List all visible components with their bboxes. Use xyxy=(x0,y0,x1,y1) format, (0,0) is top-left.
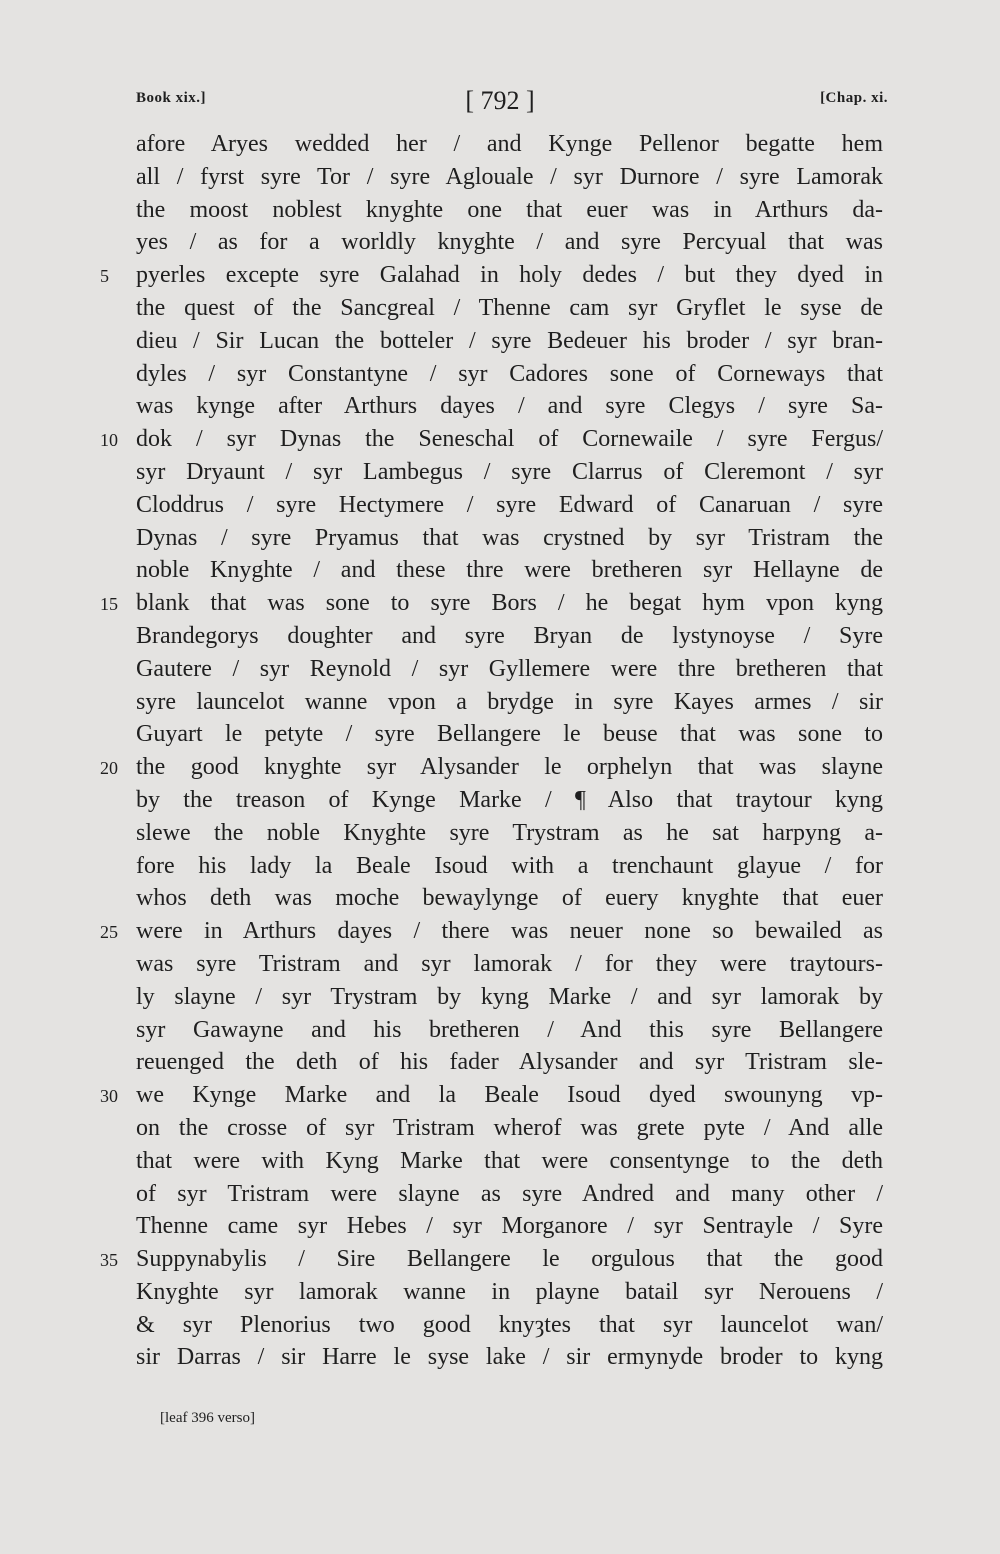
line-text: reuenged the deth of his fader Alysander and syr Tristram sle- xyxy=(136,1049,883,1076)
line-text: by the treason of Kynge Marke / ¶ Also that traytour kyng xyxy=(136,786,883,813)
text-line xyxy=(136,194,883,227)
line-text: Brandegorys doughter and syre Bryan de lystynoyse / Syre xyxy=(136,622,883,649)
text-line xyxy=(136,1046,883,1079)
text-line xyxy=(136,128,883,161)
line-text: ly slayne / syr Trystram by kyng Marke / and syr lamorak by xyxy=(136,983,883,1010)
text-line xyxy=(136,161,883,194)
line-text: sir Darras / sir Harre le syse lake / sir ermynyde broder to kyng xyxy=(136,1344,883,1371)
line-text: Gautere / syr Reynold / syr Gyllemere were thre bretheren that xyxy=(136,655,883,682)
line-text: yes / as for a worldly knyghte / and syre Percyual that was xyxy=(136,229,883,256)
text-line xyxy=(136,325,883,358)
line-text: dok / syr Dynas the Seneschal of Cornewaile / syre Fergus/ xyxy=(136,426,883,453)
text-line xyxy=(136,1210,883,1243)
line-text: were in Arthurs dayes / there was neuer none so bewailed as xyxy=(136,918,883,945)
text-line xyxy=(100,1079,883,1112)
line-text: & syr Plenorius two good knyȝtes that syr launcelot wan/ xyxy=(136,1311,883,1338)
line-text: Suppynabylis / Sire Bellangere le orgulous that the good xyxy=(136,1246,883,1273)
line-text: dieu / Sir Lucan the botteler / syre Bedeuer his broder / syr bran- xyxy=(136,327,883,354)
text-line xyxy=(136,850,883,883)
header-book-number: Book xix.] xyxy=(136,90,207,106)
line-text: slewe the noble Knyghte syre Trystram as he sat harpyng a- xyxy=(136,819,883,846)
text-line xyxy=(136,1341,883,1374)
text-line xyxy=(136,817,883,850)
line-text: Dynas / syre Pryamus that was crystned by syr Tristram the xyxy=(136,524,883,551)
line-text: syr Gawayne and his bretheren / And this syre Bellangere xyxy=(136,1016,883,1043)
text-line xyxy=(136,522,883,555)
line-number: 25 xyxy=(100,922,118,943)
line-text: syre launcelot wanne vpon a brydge in syre Kayes armes / sir xyxy=(136,688,883,715)
text-line xyxy=(136,948,883,981)
line-text: was syre Tristram and syr lamorak / for they were traytours- xyxy=(136,950,883,977)
text-line xyxy=(136,1112,883,1145)
body-text xyxy=(100,128,883,1374)
line-text: on the crosse of syr Tristram wherof was grete pyte / And alle xyxy=(136,1114,883,1141)
line-number: 35 xyxy=(100,1250,118,1271)
line-number: 20 xyxy=(100,758,118,779)
text-line xyxy=(136,1145,883,1178)
text-line xyxy=(100,751,883,784)
line-text: pyerles excepte syre Galahad in holy dedes / but they dyed in xyxy=(136,262,883,289)
text-line xyxy=(136,1014,883,1047)
text-line xyxy=(136,1309,883,1342)
line-number: 5 xyxy=(100,266,109,287)
line-text: all / fyrst syre Tor / syre Aglouale / syr Durnore / syre Lamorak xyxy=(136,163,883,190)
line-text: noble Knyghte / and these thre were bretheren syr Hellayne de xyxy=(136,557,883,584)
line-text: fore his lady la Beale Isoud with a trenchaunt glayue / for xyxy=(136,852,883,879)
text-line xyxy=(100,587,883,620)
text-line xyxy=(100,1243,883,1276)
text-line xyxy=(136,456,883,489)
text-line xyxy=(136,620,883,653)
text-line xyxy=(136,784,883,817)
text-line xyxy=(136,226,883,259)
line-text: Guyart le petyte / syre Bellangere le beuse that was sone to xyxy=(136,721,883,748)
text-line xyxy=(136,653,883,686)
line-text: afore Aryes wedded her / and Kynge Pellenor begatte hem xyxy=(136,131,883,157)
text-line xyxy=(136,981,883,1014)
line-text: Thenne came syr Hebes / syr Morganore / syr Sentrayle / Syre xyxy=(136,1213,883,1240)
line-text: the quest of the Sancgreal / Thenne cam syr Gryflet le syse de xyxy=(136,294,883,321)
text-line xyxy=(136,554,883,587)
line-text: syr Dryaunt / syr Lambegus / syre Clarrus of Cleremont / syr xyxy=(136,458,883,485)
text-line xyxy=(136,1178,883,1211)
line-text: Knyghte syr lamorak wanne in playne batail syr Nerouens / xyxy=(136,1278,883,1305)
text-line xyxy=(136,1276,883,1309)
text-line xyxy=(100,915,883,948)
line-text: we Kynge Marke and la Beale Isoud dyed swounyng vp- xyxy=(136,1082,883,1109)
header-page-number: [ 792 ] xyxy=(465,86,535,115)
line-text: Cloddrus / syre Hectymere / syre Edward of Canaruan / syre xyxy=(136,491,883,518)
line-text: whos deth was moche bewaylynge of euery knyghte that euer xyxy=(136,885,883,912)
text-line xyxy=(136,358,883,391)
text-line xyxy=(136,718,883,751)
text-line xyxy=(100,423,883,456)
line-text: that were with Kyng Marke that were consentynge to the deth xyxy=(136,1147,883,1174)
header-chapter-number: [Chap. xi. xyxy=(820,90,888,106)
line-text: blank that was sone to syre Bors / he begat hym vpon kyng xyxy=(136,590,883,617)
line-text: the moost noblest knyghte one that euer was in Arthurs da- xyxy=(136,196,883,223)
line-text: the good knyghte syr Alysander le orphelyn that was slayne xyxy=(136,754,883,781)
line-text: of syr Tristram were slayne as syre Andred and many other / xyxy=(136,1180,883,1207)
text-line xyxy=(136,686,883,719)
text-line xyxy=(136,489,883,522)
line-number: 10 xyxy=(100,430,118,451)
line-number: 15 xyxy=(100,594,118,615)
line-text: was kynge after Arthurs dayes / and syre Clegys / syre Sa- xyxy=(136,393,883,420)
leaf-footnote: [leaf 396 verso] xyxy=(160,1410,255,1426)
text-line xyxy=(136,390,883,423)
text-line xyxy=(100,259,883,292)
line-text: dyles / syr Constantyne / syr Cadores sone of Corneways that xyxy=(136,360,883,387)
line-number: 30 xyxy=(100,1086,118,1107)
text-line xyxy=(136,882,883,915)
text-line xyxy=(136,292,883,325)
